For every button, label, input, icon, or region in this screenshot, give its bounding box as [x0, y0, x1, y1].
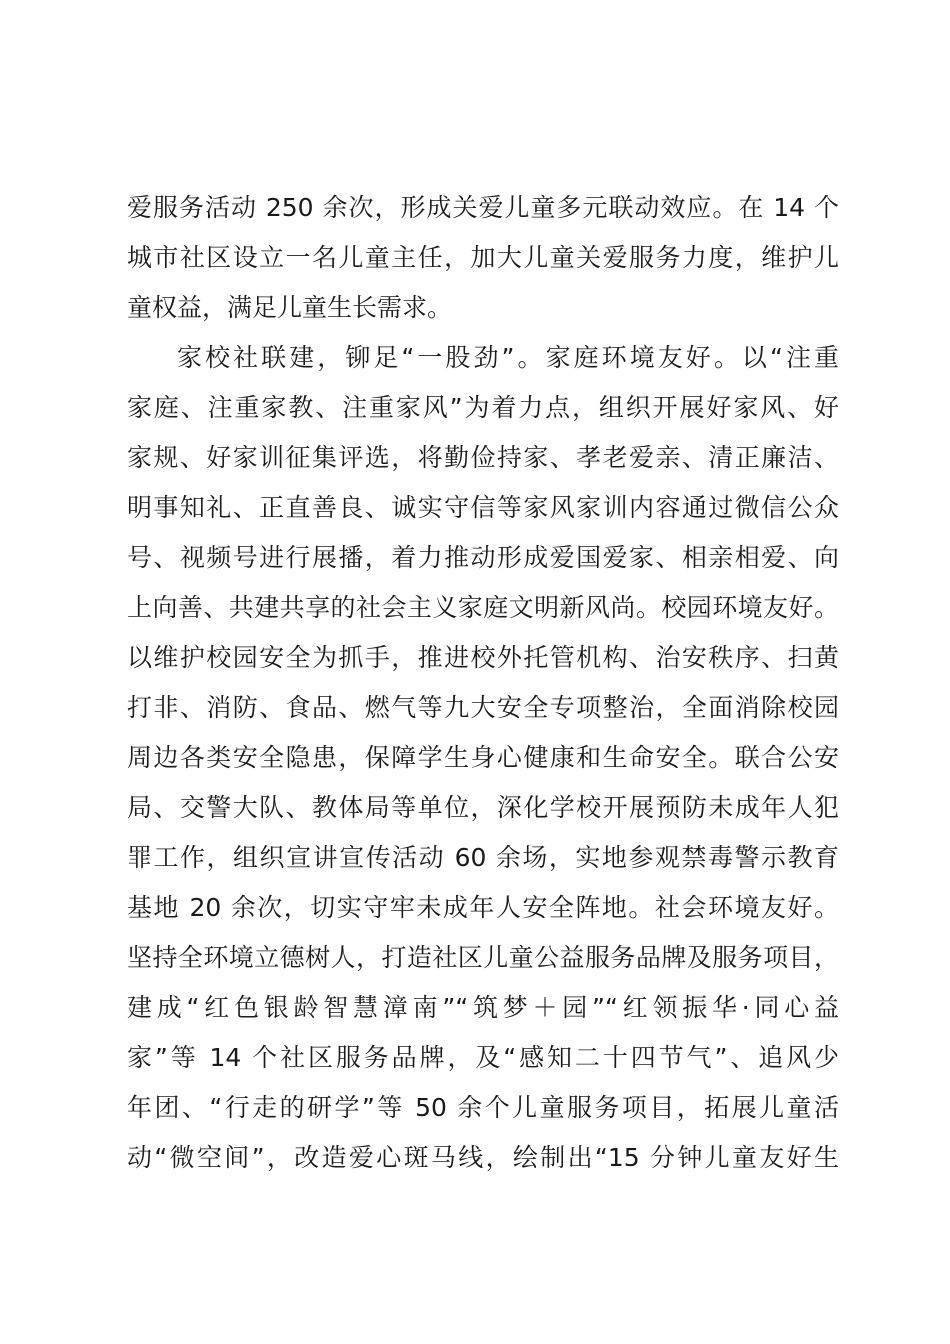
- text-line: 爱服务活动 250 余次，形成关爱儿童多元联动效应。在 14 个: [127, 193, 839, 222]
- text-line: 建成“红色银龄智慧漳南”“筑梦＋园”“红领振华·同心益: [127, 993, 839, 1022]
- text-line: 坚持全环境立德树人，打造社区儿童公益服务品牌及服务项目，: [127, 943, 839, 972]
- text-line: 以维护校园安全为抓手，推进校外托管机构、治安秩序、扫黄: [127, 643, 839, 672]
- text-line: 罪工作，组织宣讲宣传活动 60 余场，实地参观禁毒警示教育: [127, 843, 839, 872]
- text-line: 打非、消防、食品、燃气等九大安全专项整治，全面消除校园: [127, 693, 839, 722]
- text-line: 号、视频号进行展播，着力推动形成爱国爱家、相亲相爱、向: [127, 543, 839, 572]
- text-line: 童权益，满足儿童生长需求。: [127, 293, 453, 322]
- text-line: 周边各类安全隐患，保障学生身心健康和生命安全。联合公安: [127, 743, 839, 772]
- text-line: 动“微空间”，改造爱心斑马线，绘制出“15 分钟儿童友好生: [127, 1143, 839, 1172]
- text-line: 家规、好家训征集评选，将勤俭持家、孝老爱亲、清正廉洁、: [127, 443, 839, 472]
- text-line: 家”等 14 个社区服务品牌，及“感知二十四节气”、追风少: [127, 1043, 839, 1072]
- text-line: 城市社区设立一名儿童主任，加大儿童关爱服务力度，维护儿: [127, 243, 839, 272]
- text-line: 基地 20 余次，切实守牢未成年人安全阵地。社会环境友好。: [127, 893, 839, 922]
- text-line: 年团、“行走的研学”等 50 余个儿童服务项目，拓展儿童活: [127, 1093, 839, 1122]
- text-line: 上向善、共建共享的社会主义家庭文明新风尚。校园环境友好。: [127, 593, 839, 622]
- text-line: 明事知礼、正直善良、诚实守信等家风家训内容通过微信公众: [127, 493, 839, 522]
- text-line: 局、交警大队、教体局等单位，深化学校开展预防未成年人犯: [127, 793, 839, 822]
- text-line: 家庭、注重家教、注重家风”为着力点，组织开展好家风、好: [127, 393, 839, 422]
- body-text: [127, 183, 839, 1183]
- paragraph-first-line: 家校社联建，铆足“一股劲”。家庭环境友好。以“注重: [177, 343, 839, 372]
